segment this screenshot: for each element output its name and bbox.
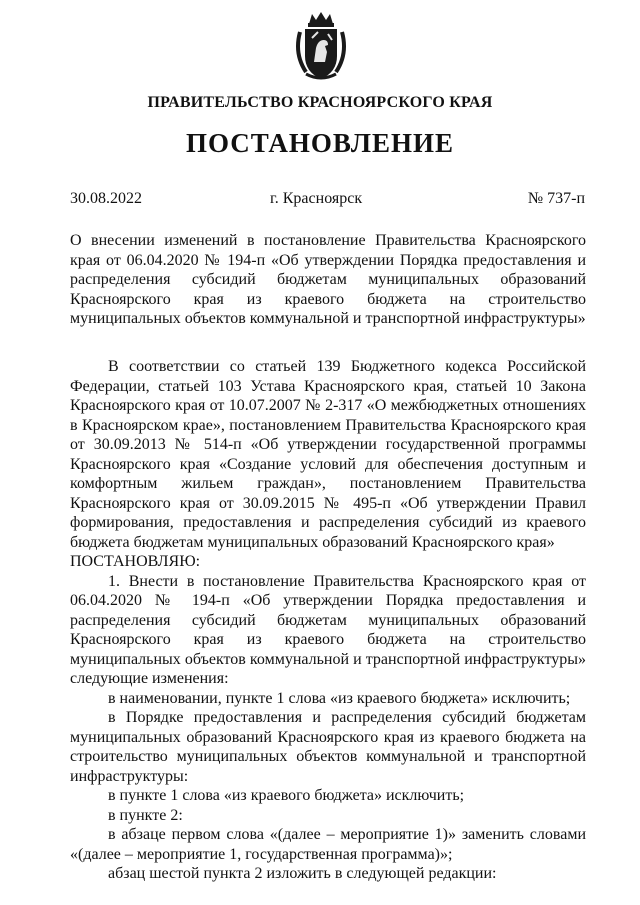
body-paragraph-2: в наименовании, пункте 1 слова «из краевого бюджета» исключить; [108,689,571,707]
document-subject: О внесении изменений в постановление Правительства Красноярского края от 06.04.2020 № 194-п «Об утверждении Порядка предоставления и распределения субсидий бюджетам муниципальных образований Красноярского края из краевого бюджета на строительство муниципальных объектов коммунальной и транспортной инфраструктуры» [70,232,586,327]
document-date: 30.08.2022 [70,190,142,207]
document-city: г. Красноярск [270,190,363,207]
coat-of-arms-icon [292,10,350,82]
resolve-line: ПОСТАНОВЛЯЮ: [70,553,201,570]
body-paragraph-1: 1. Внести в постановление Правительства Красноярского края от 06.04.2020 № 194-п «Об утверждении Порядка предоставления и распределения субсидий бюджетам муниципальных образований Красноярского края из краевого бюджета на строительство муниципальных объектов коммунальной и транспортной инфраструктуры» следующие изменения: [70,572,586,687]
body-paragraph-4: в пункте 1 слова «из краевого бюджета» исключить; [108,787,465,804]
body-paragraph-7: абзац шестой пункта 2 изложить в следующей редакции: [108,865,497,882]
government-name: ПРАВИТЕЛЬСТВО КРАСНОЯРСКОГО КРАЯ [147,94,493,111]
body-paragraph-3: в Порядке предоставления и распределения субсидий бюджетам муниципальных образований Красноярского края из краевого бюджета на строительство муниципальных объектов коммунальной и транспортной инфраструктуры: [70,709,586,785]
body-paragraph-6: в абзаце первом слова «(далее – мероприятие 1)» заменить словами «(далее – мероприятие 1, государственная программа)»; [70,826,586,863]
preamble-paragraph: В соответствии со статьей 139 Бюджетного кодекса Российской Федерации, статьей 103 Устава Красноярского края, статьей 10 Закона Красноярского края от 10.07.2007 № 2-317 «О межбюджетных отношениях в Красноярском крае», постановлением Правительства Красноярского края от 30.09.2013 № 514-п «Об утверждении государственной программы Красноярского края «Создание условий для обеспечения доступным и комфортным жильем граждан», постановлением Правительства Красноярского края от 30.09.2015 № 495-п «Об утверждении Правил формирования, предоставления и распределения субсидий из краевого бюджета бюджетам муниципальных образований Красноярского края» [70,358,586,551]
document-type: ПОСТАНОВЛЕНИЕ [185,128,455,158]
body-paragraph-5: в пункте 2: [108,806,183,824]
document-body [70,357,586,884]
document-number: № 737-п [527,190,585,207]
